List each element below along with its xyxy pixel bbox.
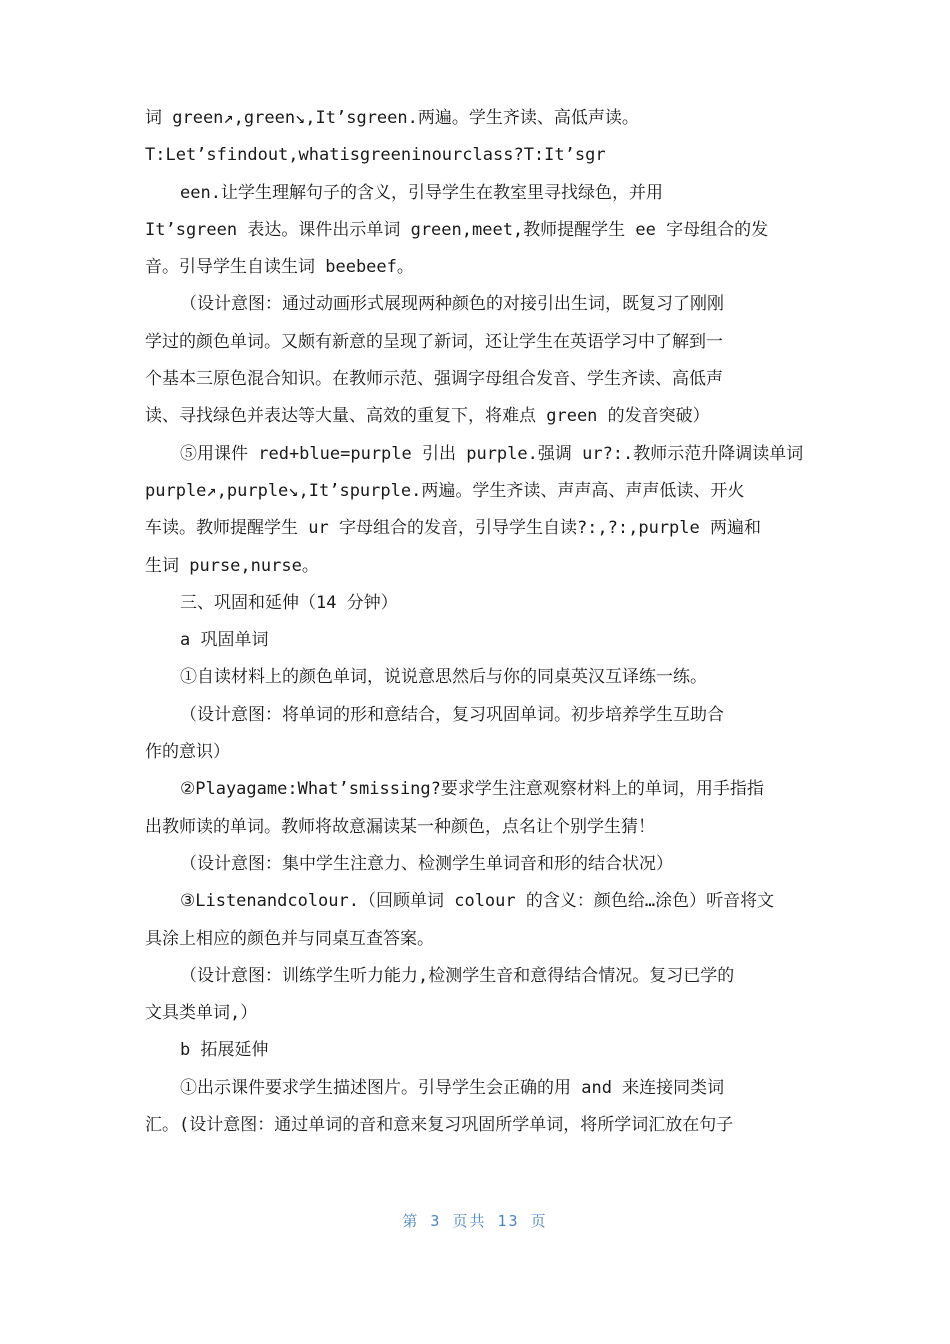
text-line: （设计意图：通过动画形式展现两种颜色的对接引出生词，既复习了刚刚 <box>180 294 724 315</box>
text-line: 汇。(设计意图：通过单词的音和意来复习巩固所学单词，将所学词汇放在句子 <box>145 1115 734 1136</box>
text-line: 个基本三原色混合知识。在教师示范、强调字母组合发音、学生齐读、高低声 <box>145 369 723 390</box>
text-line: 词 green↗,green↘,It’sgreen.两遍。学生齐读、高低声读。 <box>145 108 639 128</box>
text-line: a 巩固单词 <box>180 630 269 651</box>
text-line: 作的意识） <box>145 742 230 763</box>
text-line: 具涂上相应的颜色并与同桌互查答案。 <box>145 928 434 949</box>
text-line: T:Let’sfindout,whatisgreeninourclass?T:It’sgr <box>145 145 606 166</box>
text-line: 读、寻找绿色并表达等大量、高效的重复下，将难点 green 的发音突破） <box>145 406 710 427</box>
text-line: 学过的颜色单词。又颇有新意的呈现了新词，还让学生在英语学习中了解到一 <box>145 331 723 352</box>
text-line: 三、巩固和延伸（14 分钟） <box>180 592 398 613</box>
text-line: 生词 purse,nurse。 <box>145 555 319 576</box>
text-line: （设计意图：集中学生注意力、检测学生单词音和形的结合状况） <box>180 853 673 874</box>
text-line: b 拓展延伸 <box>180 1040 269 1061</box>
text-line: ⑤用课件 red+blue=purple 引出 purple.强调 ur?:.教师示范升降调读单词 <box>180 443 804 464</box>
document-body <box>145 100 810 1144</box>
text-line: ①自读材料上的颜色单词，说说意思然后与你的同桌英汉互译练一练。 <box>180 667 707 688</box>
text-line: ①出示课件要求学生描述图片。引导学生会正确的用 and 来连接同类词 <box>180 1077 725 1098</box>
text-line: It’sgreen 表达。课件出示单词 green,meet,教师提醒学生 ee 字母组合的发 <box>145 219 769 240</box>
text-line: （设计意图：训练学生听力能力,检测学生音和意得结合情况。复习已学的 <box>180 965 735 986</box>
text-line: 音。引导学生自读生词 beebeef。 <box>145 257 414 278</box>
text-line: 出教师读的单词。教师将故意漏读某一种颜色，点名让个别学生猜！ <box>145 816 655 837</box>
text-line: een.让学生理解句子的含义，引导学生在教室里寻找绿色，并用 <box>180 182 663 203</box>
text-line: ③Listenandcolour.（回顾单词 colour 的含义：颜色给…涂色）听音将文 <box>180 891 775 912</box>
text-line: 文具类单词,） <box>145 1003 258 1024</box>
page-footer: 第 3 页共 13 页 <box>402 1212 548 1230</box>
text-line: ②Playagame:What’smissing?要求学生注意观察材料上的单词，用手指指 <box>180 779 764 800</box>
text-line: （设计意图：将单词的形和意结合，复习巩固单词。初步培养学生互助合 <box>180 704 724 725</box>
text-line: 车读。教师提醒学生 ur 字母组合的发音，引导学生自读?:,?:,purple 两遍和 <box>145 518 761 539</box>
text-line: purple↗,purple↘,It’spurple.两遍。学生齐读、声声高、声声低读、开火 <box>145 480 745 501</box>
